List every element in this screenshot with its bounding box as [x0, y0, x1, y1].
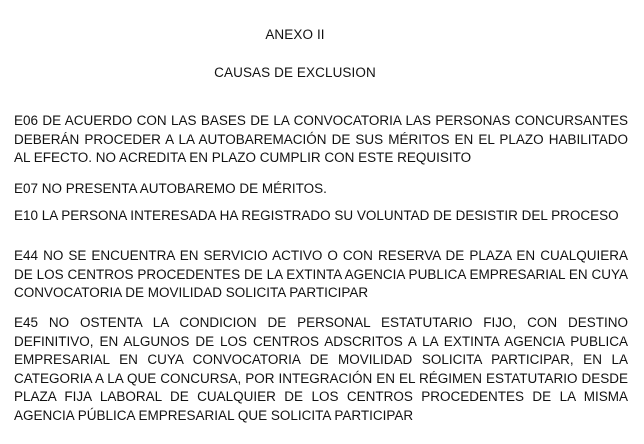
exclusion-cause-e45: E45 NO OSTENTA LA CONDICION DE PERSONAL ESTATUTARIO FIJO, CON DESTINO DEFINITIVO, EN ALGUNOS DE LOS CENTROS ADSCRITOS A LA EXTINTA AGENCIA PUBLICA EMPRESARIAL EN CUYA CONVOCATORIA DE MOVILIDAD SOLICITA PARTICIPAR, EN LA CATEGORIA A LA QUE CONCURSA, POR INTEGRACIÓN EN EL RÉGIMEN ESTATUTARIO DESDE PLAZA FIJA LABORAL DE CUALQUIER DE LOS CENTROS PROCEDENTES DE LA MISMA AGENCIA PÚBLICA EMPRESARIAL QUE SOLICITA PARTICIPAR — [14, 315, 628, 423]
exclusion-cause-e07: E07 NO PRESENTA AUTOBAREMO DE MÉRITOS. — [14, 181, 327, 196]
exclusion-cause-e44: E44 NO SE ENCUENTRA EN SERVICIO ACTIVO O CON RESERVA DE PLAZA EN CUALQUIERA DE LOS CENTROS PROCEDENTES DE LA EXTINTA AGENCIA PUBLICA EMPRESARIAL EN CUYA CONVOCATORIA DE MOVILIDAD SOLICITA PARTICIPAR — [14, 248, 628, 300]
exclusion-cause-e06: E06 DE ACUERDO CON LAS BASES DE LA CONVOCATORIA LAS PERSONAS CONCURSANTES DEBERÁN PROCEDER A LA AUTOBAREMACIÓN DE SUS MÉRITOS EN EL PLAZO HABILITADO AL EFECTO. NO ACREDITA EN PLAZO CUMPLIR CON ESTE REQUISITO — [14, 113, 628, 165]
exclusion-cause-e10: E10 LA PERSONA INTERESADA HA REGISTRADO SU VOLUNTAD DE DESISTIR DEL PROCESO — [14, 208, 619, 223]
annex-title: ANEXO II — [265, 27, 325, 42]
annex-subtitle: CAUSAS DE EXCLUSION — [214, 65, 376, 80]
